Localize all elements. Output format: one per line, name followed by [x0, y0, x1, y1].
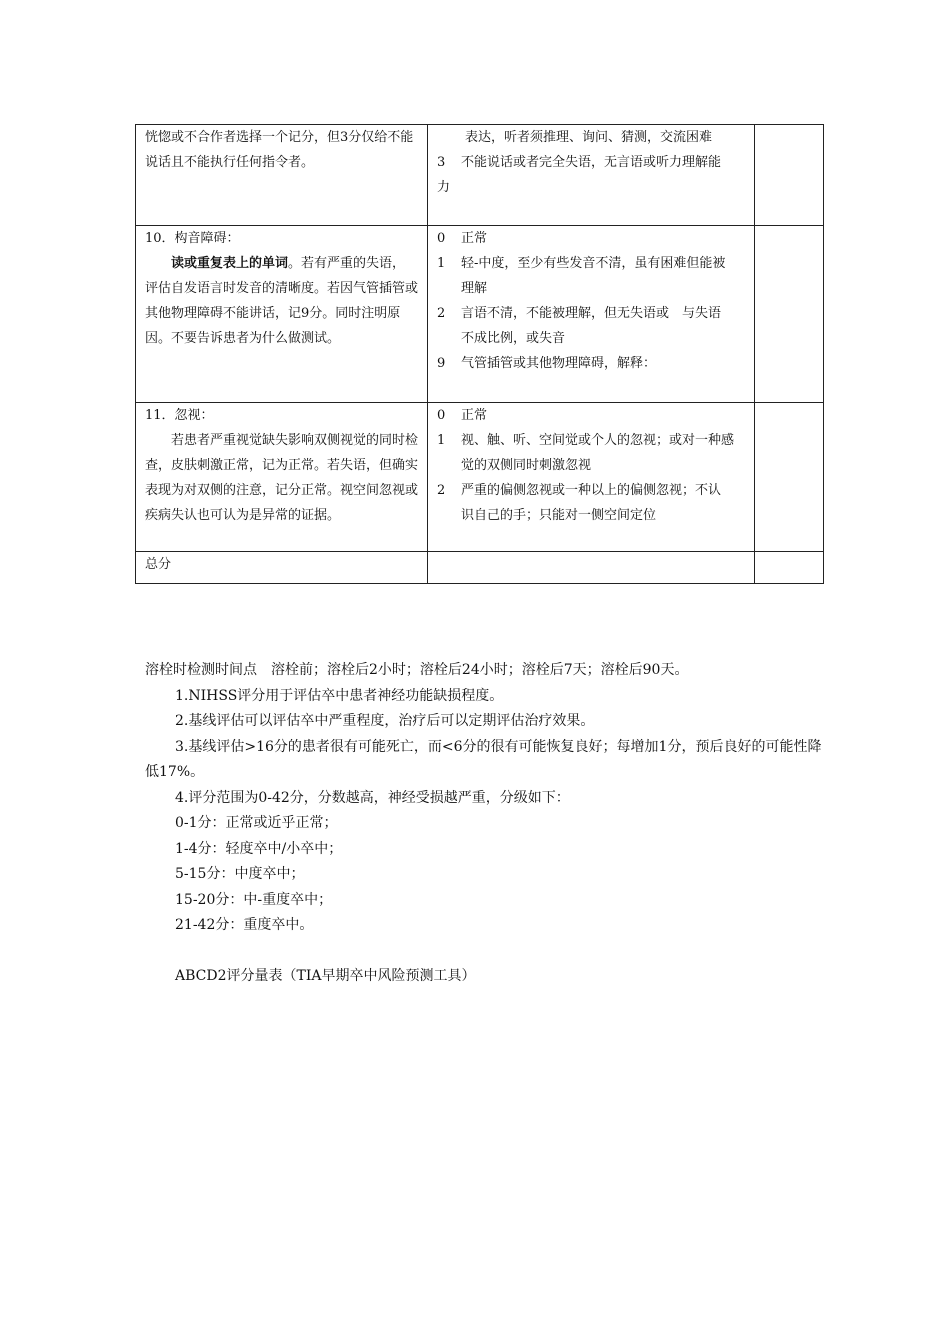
total-row — [136, 552, 824, 584]
option-text: 正常 — [461, 231, 488, 246]
option-continuation: 识自己的手；只能对一侧空间定位 — [461, 508, 657, 523]
item-description-text — [145, 251, 418, 351]
score-options-cell — [428, 403, 755, 552]
score-entry-cell — [755, 403, 824, 552]
option-continuation: 力 — [437, 180, 451, 195]
total-score-cell — [755, 552, 824, 584]
table-row — [136, 226, 824, 403]
spacer — [145, 939, 825, 964]
item-instruction-bold: 读或重复表上的单词 — [171, 256, 289, 271]
item-title: 10．构音障碍： — [145, 231, 240, 246]
score-options-cell — [428, 125, 755, 226]
grade-item: 21-42分：重度卒中。 — [175, 917, 314, 933]
table-row — [136, 125, 824, 226]
total-label: 总分 — [145, 557, 172, 572]
option-continuation: 表达，听者须推理、询问、猜测，交流困难 — [465, 130, 713, 145]
note-2: 2.基线评估可以评估卒中严重程度，治疗后可以定期评估治疗效果。 — [175, 713, 595, 729]
total-empty-cell — [428, 552, 755, 584]
score-option — [437, 428, 745, 453]
option-number: 1 — [437, 256, 446, 271]
item-description-cell — [136, 125, 428, 226]
note-3: 3.基线评估>16分的患者很有可能死亡，而<6分的很有可能恢复良好；每增加1分，预后良好的可能性降低17%。 — [145, 738, 822, 780]
grade-item: 1-4分：轻度卒中/小卒中； — [175, 840, 343, 857]
option-number: 3 — [437, 155, 446, 170]
option-continuation: 理解 — [461, 281, 488, 296]
option-number: 2 — [437, 306, 446, 321]
note-1: 1.NIHSS评分用于评估卒中患者神经功能缺损程度。 — [175, 687, 504, 704]
nihss-scale-table — [135, 124, 824, 584]
score-option — [437, 301, 745, 326]
notes-section — [145, 658, 825, 989]
item-description-cell — [136, 226, 428, 403]
option-text: 轻-中度，至少有些发音不清，虽有困难但能被 — [461, 256, 726, 271]
grade-item: 5-15分：中度卒中； — [175, 866, 305, 882]
option-number: 0 — [437, 231, 446, 246]
note-4: 4.评分范围为0-42分，分数越高，神经受损越严重，分级如下： — [175, 789, 570, 806]
score-option — [437, 478, 745, 503]
option-number: 1 — [437, 433, 446, 448]
option-text: 严重的偏侧忽视或一种以上的偏侧忽视；不认 — [461, 483, 722, 498]
score-option — [437, 351, 745, 376]
option-text: 正常 — [461, 408, 488, 423]
grade-item: 15-20分：中-重度卒中； — [175, 891, 333, 908]
abcd2-heading: ABCD2评分量表（TIA早期卒中风险预测工具） — [175, 967, 476, 984]
score-entry-cell — [755, 226, 824, 403]
item-description-text: 若患者严重视觉缺失影响双侧视觉的同时检查，皮肤刺激正常，记为正常。若失语，但确实表现为对双侧的注意，记分正常。视空间忽视或疾病失认也可认为是异常的证据。 — [145, 433, 419, 523]
item-description-cell — [136, 403, 428, 552]
option-continuation: 不成比例，或失音 — [461, 331, 566, 346]
item-title: 11．忽视： — [145, 408, 214, 423]
option-text: 视、触、听、空间觉或个人的忽视；或对一种感 — [461, 433, 735, 448]
option-number: 2 — [437, 483, 446, 498]
total-label-cell — [136, 552, 428, 584]
grade-item: 0-1分：正常或近乎正常； — [175, 815, 338, 831]
option-text: 不能说话或者完全失语，无言语或听力理解能 — [461, 155, 722, 170]
score-entry-cell — [755, 125, 824, 226]
option-text: 气管插管或其他物理障碍，解释： — [461, 356, 657, 371]
table-row — [136, 403, 824, 552]
option-number: 0 — [437, 408, 446, 423]
score-option — [437, 150, 745, 175]
thrombolysis-timepoints: 溶栓时检测时间点 溶栓前；溶栓后2小时；溶栓后24小时；溶栓后7天；溶栓后90天。 — [145, 662, 689, 678]
score-option — [437, 226, 745, 251]
score-options-cell — [428, 226, 755, 403]
option-text: 言语不清，不能被理解，但无失语或 与失语 — [461, 306, 722, 321]
item-description-text: 恍惚或不合作者选择一个记分，但3分仅给不能说话且不能执行任何指令者。 — [145, 130, 414, 170]
option-continuation: 觉的双侧同时刺激忽视 — [461, 458, 592, 473]
option-number: 9 — [437, 356, 446, 371]
score-option — [437, 251, 745, 276]
score-option — [437, 403, 745, 428]
item-instruction-rest: 。若有严重的失语，评估自发语言时发音的清晰度。若因气管插管或其他物理障碍不能讲话，记9分。同时注明原因。不要告诉患者为什么做测试。 — [145, 256, 419, 346]
